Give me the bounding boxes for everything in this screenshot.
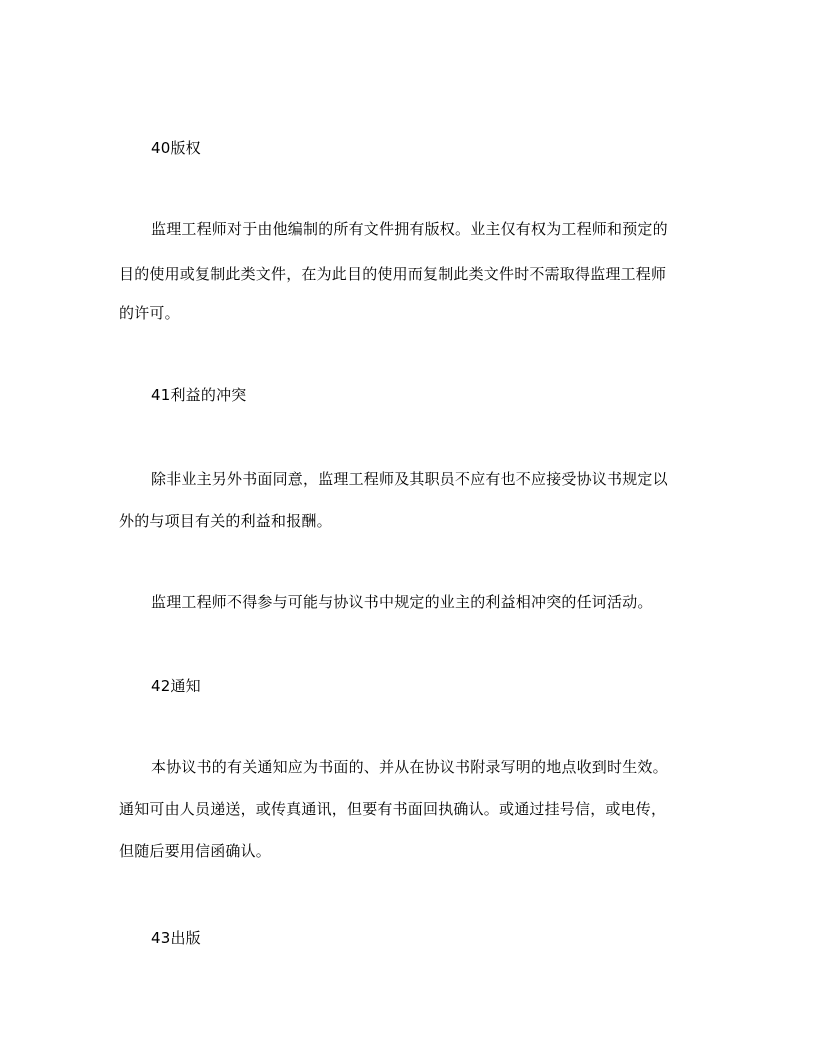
section-heading: 42通知 <box>151 677 201 695</box>
paragraph-line: 外的与项目有关的利益和报酬。 <box>119 512 332 530</box>
section-heading: 43出版 <box>151 929 201 947</box>
paragraph-line: 但随后要用信函确认。 <box>119 842 272 860</box>
section-heading: 40版权 <box>151 139 201 157</box>
paragraph-line: 除非业主另外书面同意，监理工程师及其职员不应有也不应接受协议书规定以 <box>151 470 668 488</box>
paragraph-line: 监理工程师不得参与可能与协议书中规定的业主的利益相冲突的任诃活动。 <box>151 593 653 611</box>
paragraph-line: 通知可由人员递送，或传真通讯，但要有书面回执确认。或通过挂号信，或电传， <box>119 800 667 818</box>
paragraph-line: 本协议书的有关通知应为书面的、并从在协议书附录写明的地点收到时生效。 <box>151 758 668 776</box>
section-heading: 41利益的冲突 <box>151 386 247 404</box>
paragraph-line: 的许可。 <box>119 304 180 322</box>
paragraph-line: 监理工程师对于由他编制的所有文件拥有版权。业主仅有权为工程师和预定的 <box>151 220 668 238</box>
paragraph-line: 目的使用或复制此类文件，在为此目的使用而复制此类文件时不需取得监理工程师 <box>119 265 667 283</box>
